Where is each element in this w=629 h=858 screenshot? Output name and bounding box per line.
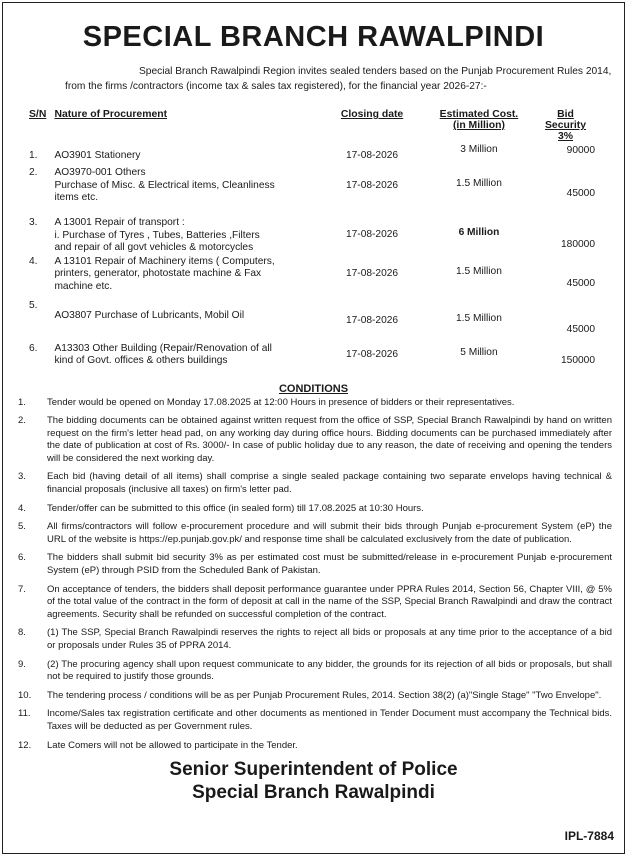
row-nature: AO3970-001 Others Purchase of Misc. & Electrical items, Cleanliness items etc. [54, 167, 275, 203]
row-sn: 4. [29, 255, 38, 267]
row-cost: 5 Million [460, 346, 498, 358]
row-cost: 1.5 Million [456, 265, 502, 277]
table-row [15, 150, 617, 167]
row-cost: 1.5 Million [456, 178, 502, 189]
row-sn: 2. [29, 167, 38, 178]
row-nature: A13303 Other Building (Repair/Renovation of all kind of Govt. offices & others buildings [54, 342, 272, 366]
header-estimated-cost: Estimated Cost. (in Million) [439, 109, 519, 131]
procurement-table [15, 109, 617, 375]
row-nature: A 13001 Repair of transport : i. Purchase of Tyres , Tubes, Batteries ,Filters and repair of all govt vehicles & motorcycles [54, 217, 260, 253]
row-security: 45000 [566, 188, 595, 199]
row-cost: 3 Million [460, 144, 498, 155]
condition-item: 5. All firms/contractors will follow e-procurement procedure and will submit their bids through Punjab e-procurement System (eP) the URL of the website is https://ep.punjab.gov.pk/ and response time shall be calculated exclusively from the date of publication. [18, 521, 612, 545]
header-closing-date: Closing date [340, 109, 404, 120]
row-date: 17-08-2026 [345, 229, 399, 240]
table-row [15, 212, 617, 255]
row-date: 17-08-2026 [345, 314, 399, 326]
condition-item: 2. The bidding documents can be obtained against written request from the office of SSP, Special Branch Rawalpindi by hand on written request on the firm's letter head pad, on any working day during office hours. Bidding documents can be purchased immediately after the date of publication at cost of Rs. 3000/- In case of public holiday due to any reason, the date of receiving and opening the tenders will be considered the next working day. [18, 415, 612, 464]
condition-item: 9. (2) The procuring agency shall upon request communicate to any bidder, the grounds for its rejection of all bids or proposals, but shall not be required to justify those grounds. [18, 658, 612, 683]
notice-title: SPECIAL BRANCH RAWALPINDI [82, 21, 545, 53]
row-security: 150000 [561, 354, 595, 366]
row-security: 90000 [566, 145, 595, 156]
row-date: 17-08-2026 [345, 150, 399, 161]
tender-notice [2, 2, 625, 854]
table-row [15, 255, 617, 297]
row-security: 45000 [566, 277, 595, 289]
row-nature: AO3901 Stationery [54, 150, 141, 161]
row-date: 17-08-2026 [345, 267, 399, 279]
condition-item: 3. Each bid (having detail of all items) shall comprise a single sealed package containing two separate envelops having technical & financial proposals (inclusive all taxes) on firm's letter pad. [18, 471, 612, 496]
condition-item: 10. The tendering process / conditions will be as per Punjab Procurement Rules, 2014. Section 38(2) (a)"Single Stage" "Two Envelope". [18, 689, 602, 701]
signature-office: Special Branch Rawalpindi [192, 782, 435, 804]
row-date: 17-08-2026 [345, 180, 399, 191]
notice-intro: Special Branch Rawalpindi Region invites sealed tenders based on the Punjab Procurement Rules 2014, from the firms /contractors (income tax & sales tax registered), for the financial year 2026-27:- [65, 66, 612, 92]
table-row [15, 167, 617, 212]
signature-block [15, 758, 612, 804]
condition-item: 12. Late Comers will not be allowed to participate in the Tender. [18, 739, 298, 751]
condition-item: 8. (1) The SSP, Special Branch Rawalpindi reserves the rights to reject all bids or proposals at any time prior to the acceptance of a bid or proposals under Rules 35 of PPRA 2014. [18, 627, 612, 651]
row-cost: 6 Million [458, 227, 500, 238]
row-nature: AO3807 Purchase of Lubricants, Mobil Oil [54, 309, 245, 321]
condition-item: 4. Tender/offer can be submitted to this office (in sealed form) till 17.08.2025 at 10:30 Hours. [18, 502, 424, 514]
condition-item: 1. Tender would be opened on Monday 17.08.2025 at 12:00 Hours in presence of bidders or their representatives. [18, 396, 515, 408]
row-date: 17-08-2026 [345, 348, 399, 360]
row-nature: A 13101 Repair of Machinery items ( Computers, printers, generator, photostate machine & Fax machine etc. [54, 255, 275, 292]
conditions-title: CONDITIONS [278, 382, 349, 395]
row-sn: 6. [29, 342, 38, 354]
header-bid-security: Bid Security 3% [545, 109, 587, 142]
row-cost: 1.5 Million [456, 312, 502, 324]
reference-number: IPL-7884 [564, 829, 614, 843]
table-row [15, 297, 617, 341]
row-sn: 5. [29, 299, 38, 311]
row-sn: 1. [29, 150, 38, 161]
condition-item: 6. The bidders shall submit bid security 3% as per estimated cost must be submitted/release in e-procurement Punjab e-procurement System (eP) through PSID from the Scheduled Bank of Pakistan. [18, 552, 612, 577]
condition-item: 7. On acceptance of tenders, the bidders shall deposit performance guarantee under PPRA Rules 2014, Section 56, Chapter VIII, @ 5% of the total value of the contract in the form of deposit at call in the name of the SSP, Special Branch Rawalpindi and draw the contract agreements. Security shall be refunded on successful completion of the contract. [18, 583, 612, 620]
signature-title: Senior Superintendent of Police [169, 759, 458, 781]
header-nature: Nature of Procurement [54, 109, 168, 120]
header-sn: S/N [29, 109, 47, 120]
table-row [15, 341, 617, 375]
row-security: 45000 [566, 323, 595, 335]
row-security: 180000 [561, 239, 595, 250]
row-sn: 3. [29, 217, 38, 228]
condition-item: 11. Income/Sales tax registration certificate and other documents as mentioned in Tender Document must accompany the Technical bids. Taxes will be deducted as per Government rules. [18, 708, 612, 732]
conditions-list [15, 397, 612, 753]
